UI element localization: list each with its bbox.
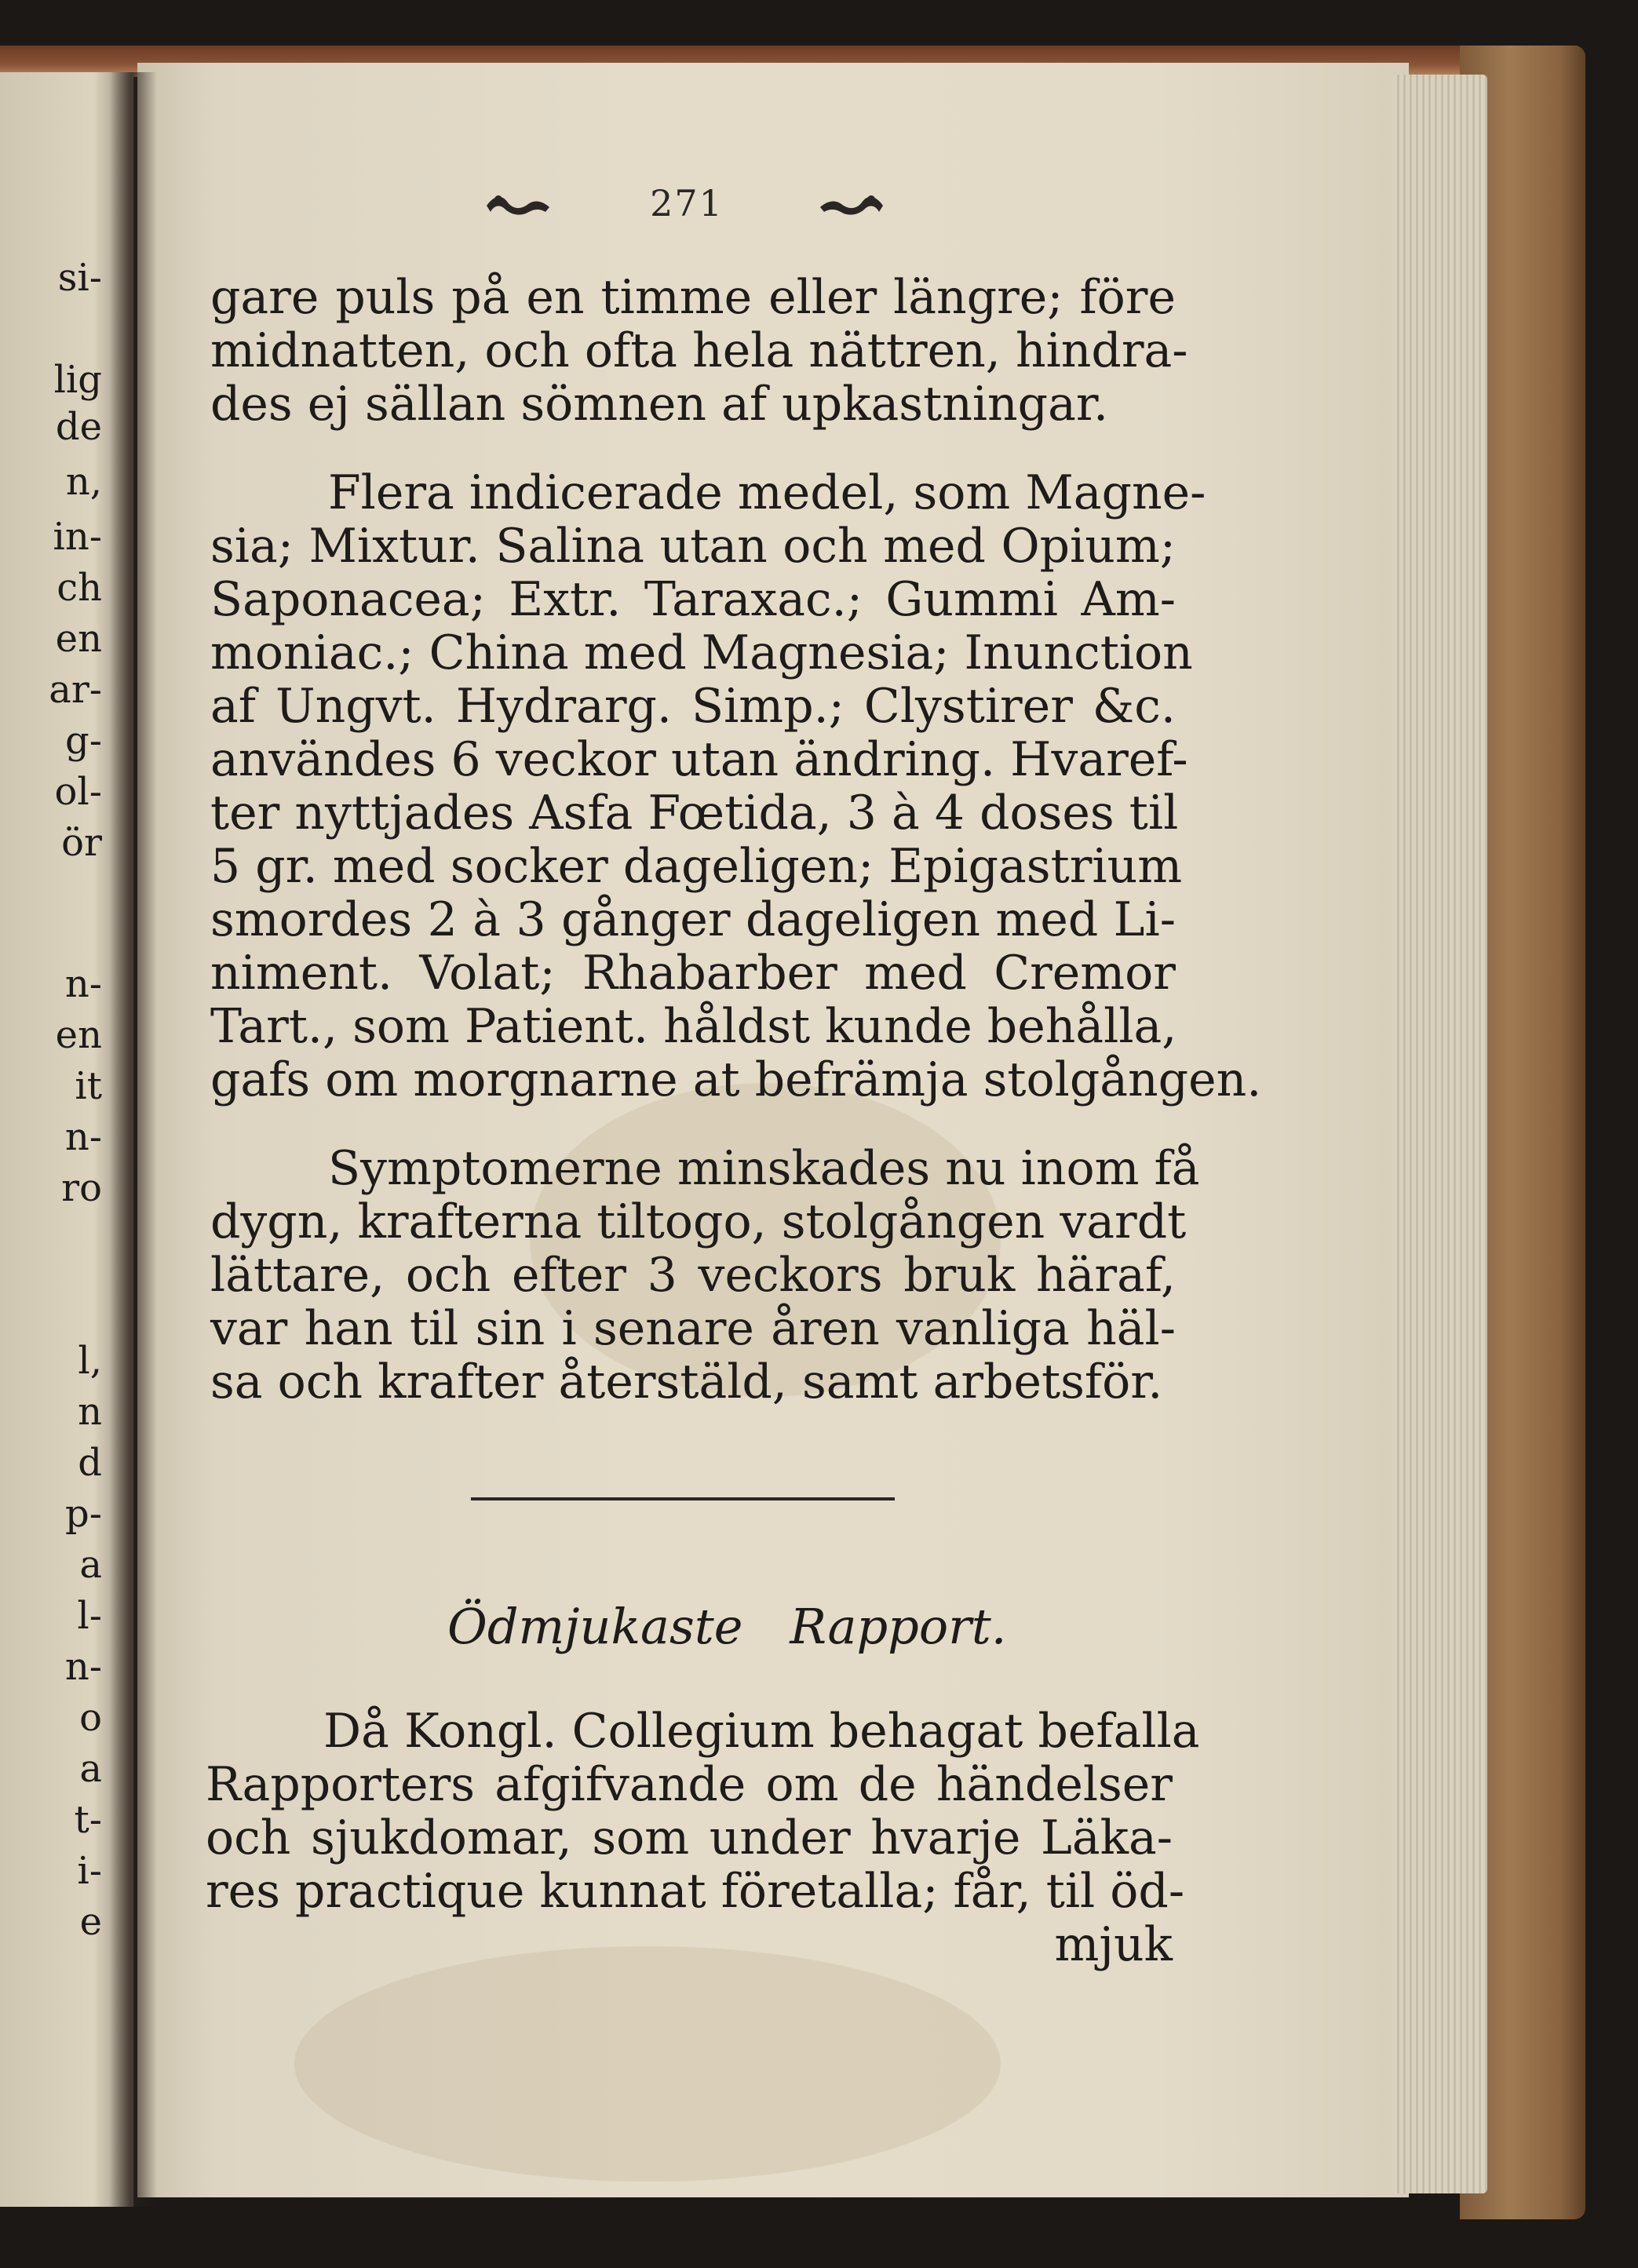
left-fragment: n- (64, 962, 102, 1006)
left-fragment: g- (65, 719, 102, 763)
page-block-edges (1393, 75, 1487, 2193)
text-line: af Ungvt. Hydrarg. Simp.; Clystirer &c. (210, 679, 1176, 734)
text-line: sia; Mixtur. Salina utan och med Opium; (210, 519, 1176, 574)
left-fragment: en (55, 1013, 102, 1057)
left-fragment: en (55, 617, 102, 661)
text-line: midnatten, och ofta hela nättren, hindra- (210, 323, 1188, 378)
left-fragment: t- (74, 1798, 102, 1842)
left-fragment: a (79, 1747, 102, 1791)
left-fragment: l- (77, 1594, 102, 1638)
left-fragment: ro (61, 1166, 102, 1210)
left-fragment: n- (64, 1645, 102, 1689)
heading-word: Rapport. (790, 1598, 1007, 1655)
left-fragment: p- (65, 1492, 102, 1536)
section-heading (447, 1598, 1007, 1655)
text-line: ter nyttjades Asfa Fœtida, 3 à 4 doses til (210, 786, 1179, 840)
left-fragment: ar- (49, 668, 102, 712)
text-line: Flera indicerade medel, som Magne- (328, 465, 1206, 520)
text-line: dygn, krafterna tiltogo, stolgången vardt (210, 1194, 1187, 1249)
text-line: Tart., som Patient. håldst kunde behålla, (210, 999, 1177, 1054)
book-gutter (110, 72, 157, 2207)
text-line: smordes 2 à 3 gånger dageligen med Li- (210, 892, 1176, 947)
paragraph-1 (210, 270, 1188, 432)
text-line: sa och krafter återstäld, samt arbetsför. (210, 1355, 1163, 1409)
heading-word: Ödmjukaste (447, 1598, 743, 1655)
left-fleuron-ornament (483, 188, 553, 220)
left-fragment: lig (53, 358, 102, 402)
text-line: Symptomerne minskades nu inom få (328, 1141, 1200, 1196)
catchword: mjuk (1054, 1917, 1173, 1972)
left-fragment: a (79, 1543, 102, 1587)
left-fragment: de (55, 405, 102, 449)
left-fragment: n- (64, 1115, 102, 1159)
left-fragment: l, (78, 1339, 102, 1383)
left-fragment: in- (53, 515, 102, 559)
text-line: niment. Volat; Rhabarber med Cremor (210, 946, 1176, 1001)
text-line: var han til sin i senare åren vanliga häl- (210, 1301, 1176, 1356)
left-fragment: ch (57, 566, 102, 610)
left-fragment: n (78, 1390, 102, 1434)
left-fragment: d (78, 1441, 102, 1485)
left-fragment: ör (61, 821, 102, 865)
text-line: 5 gr. med socker dageligen; Epigastrium (210, 839, 1183, 894)
text-line: Då Kongl. Collegium behagat befalla (323, 1704, 1200, 1759)
body-text-continued (206, 1704, 1200, 1972)
left-fragment: o (79, 1696, 102, 1740)
text-line: användes 6 veckor utan ändring. Hvaref- (210, 732, 1188, 787)
text-line: Rapporters afgifvande om de händelser (206, 1757, 1173, 1812)
text-line: des ej sällan sömnen af upkastningar. (210, 377, 1109, 432)
left-fragment: it (75, 1064, 102, 1108)
text-line: och sjukdomar, som under hvarje Läka- (206, 1810, 1173, 1865)
text-line: moniac.; China med Magnesia; Inunction (210, 625, 1193, 680)
text-line: res practique kunnat företalla; får, til öd- (206, 1864, 1185, 1919)
left-fragment: si- (57, 256, 102, 300)
paragraph-3 (210, 1141, 1200, 1409)
text-line: Saponacea; Extr. Taraxac.; Gummi Am- (210, 572, 1176, 627)
text-line: lättare, och efter 3 veckors bruk häraf, (210, 1248, 1176, 1303)
paper-stain (294, 1946, 1001, 2182)
paragraph-2 (210, 465, 1262, 1107)
left-fragment: i- (77, 1849, 102, 1893)
text-line: gare puls på en timme eller längre; före (210, 270, 1176, 325)
page-number: 271 (650, 182, 724, 224)
body-text (210, 270, 1262, 1409)
left-fragment: n, (65, 460, 102, 504)
text-line: gafs om morgnarne at befrämja stolgången. (210, 1052, 1262, 1107)
left-fragment: e (79, 1900, 102, 1944)
section-divider-rule (471, 1497, 895, 1500)
right-fleuron-ornament (816, 188, 887, 220)
left-fragment: ol- (54, 770, 102, 814)
